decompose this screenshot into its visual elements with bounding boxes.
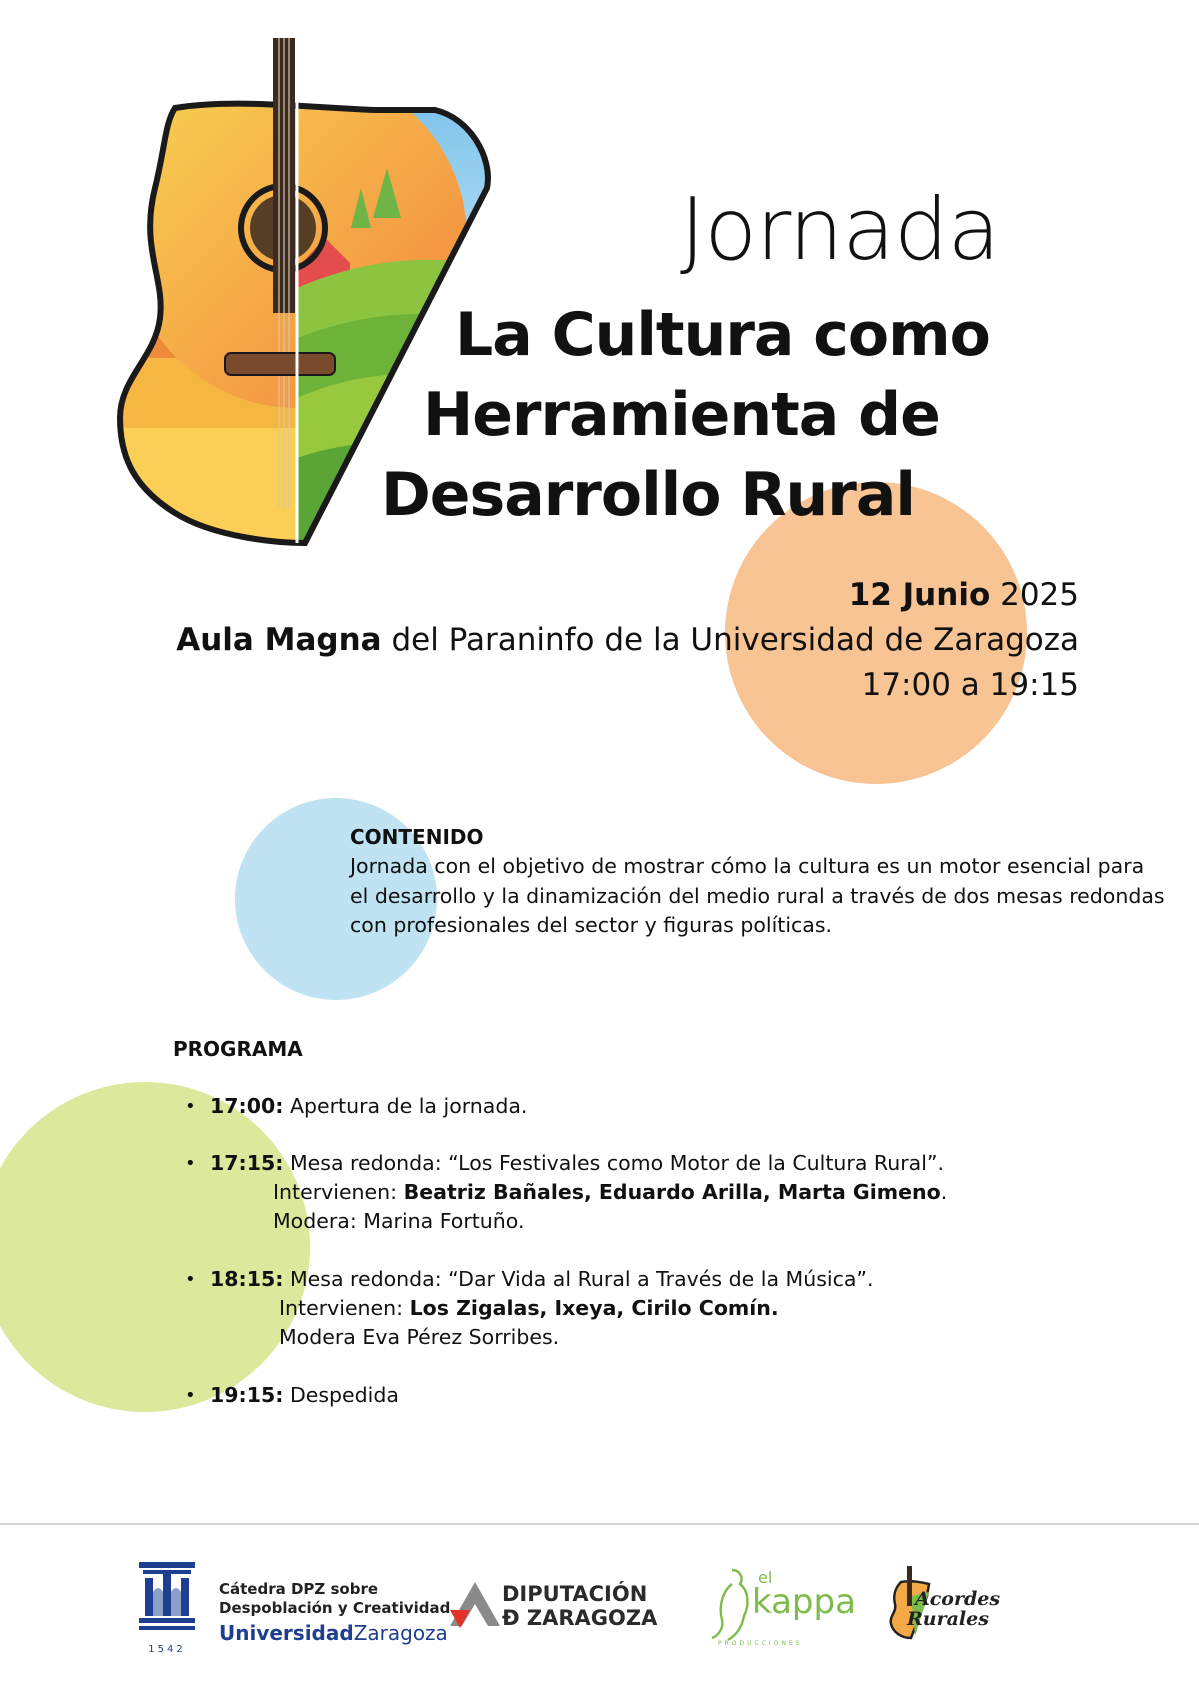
title-line-2: Herramienta de: [423, 380, 940, 450]
programa-item: [185, 1265, 874, 1352]
dpz-text: [502, 1582, 657, 1630]
kappa-sub: PRODUCCIONES: [718, 1640, 803, 1647]
intervienen-label: Intervienen:: [279, 1296, 410, 1320]
title-line-3: Desarrollo Rural: [381, 460, 915, 530]
contenido-line: el desarrollo y la dinamización del medio rural a través de dos mesas redondas: [350, 883, 1165, 908]
university-emblem-icon: [137, 1558, 197, 1638]
programa-text: Apertura de la jornada.: [283, 1094, 528, 1118]
programa-time: 18:15:: [210, 1267, 284, 1291]
decor-circle-green: [0, 1082, 310, 1412]
kappa-logo: [708, 1564, 856, 1654]
dpz-logo: [448, 1580, 502, 1638]
programa-time: 17:00:: [210, 1094, 284, 1118]
bullet-icon: •: [185, 1153, 196, 1174]
programa-heading: PROGRAMA: [173, 1037, 303, 1061]
programa-text: Mesa redonda: “Los Festivales como Motor de la Cultura Rural”.: [283, 1151, 945, 1175]
event-date-year: 2025: [990, 577, 1079, 613]
programa-text: Mesa redonda: “Dar Vida al Rural a Través de la Música”.: [283, 1267, 874, 1291]
catedra-line-2: Despoblación y Creatividad: [219, 1599, 451, 1617]
contenido-line: con profesionales del sector y figuras políticas.: [350, 913, 833, 937]
bullet-icon: •: [185, 1096, 196, 1117]
dpz-line-1: DIPUTACIÓN: [502, 1582, 648, 1606]
event-venue-bold: Aula Magna: [176, 622, 382, 658]
programa-item: [185, 1381, 399, 1410]
event-time: 17:00 a 19:15: [861, 667, 1079, 703]
catedra-logo: [219, 1580, 450, 1643]
uni-name-bold: Universidad: [219, 1621, 354, 1645]
programa-text: Despedida: [283, 1383, 399, 1407]
bullet-icon: •: [185, 1269, 196, 1290]
kappa-el: el: [758, 1568, 773, 1587]
kappa-name: kappa: [752, 1582, 856, 1622]
modera-line: Modera: Marina Fortuño.: [273, 1209, 525, 1233]
intervienen-names: Los Zigalas, Ixeya, Cirilo Comín.: [409, 1296, 779, 1320]
uni-name-rest: Zaragoza: [353, 1621, 448, 1645]
catedra-line-1: Cátedra DPZ sobre: [219, 1580, 379, 1598]
programa-time: 19:15:: [210, 1383, 284, 1407]
acordes-line-2: Rurales: [907, 1608, 989, 1630]
intervienen-label: Intervienen:: [273, 1180, 404, 1204]
contenido-line: Jornada con el objetivo de mostrar cómo la cultura es un motor esencial para: [350, 854, 1145, 878]
contenido-heading: CONTENIDO: [350, 825, 484, 849]
event-date-day: 12 Junio: [848, 577, 991, 613]
dpz-line-2: Ð ZARAGOZA: [502, 1606, 658, 1630]
event-venue: [176, 622, 1079, 658]
title-line-1: La Cultura como: [455, 300, 990, 370]
university-year: 1542: [148, 1644, 186, 1655]
university-logo: [137, 1558, 197, 1655]
footer-separator: [0, 1523, 1199, 1525]
dpz-triangle-icon: [448, 1580, 502, 1634]
intervienen-names: Beatriz Bañales, Eduardo Arilla, Marta Gimeno: [403, 1180, 941, 1204]
intervienen-end: .: [940, 1180, 948, 1204]
modera-line: Modera Eva Pérez Sorribes.: [279, 1325, 560, 1349]
programa-time: 17:15:: [210, 1151, 284, 1175]
bullet-icon: •: [185, 1385, 196, 1406]
programa-item: [185, 1092, 527, 1121]
acordes-rurales-logo: [887, 1566, 1001, 1646]
kappa-figure-icon: [708, 1564, 756, 1644]
event-venue-rest: del Paraninfo de la Universidad de Zaragoza: [381, 622, 1079, 658]
kicker-jornada: Jornada: [680, 180, 1000, 280]
event-date: [849, 577, 1079, 613]
programa-item: [185, 1149, 947, 1236]
acordes-line-1: Acordes: [915, 1588, 1001, 1610]
contenido-text: [350, 852, 1170, 941]
